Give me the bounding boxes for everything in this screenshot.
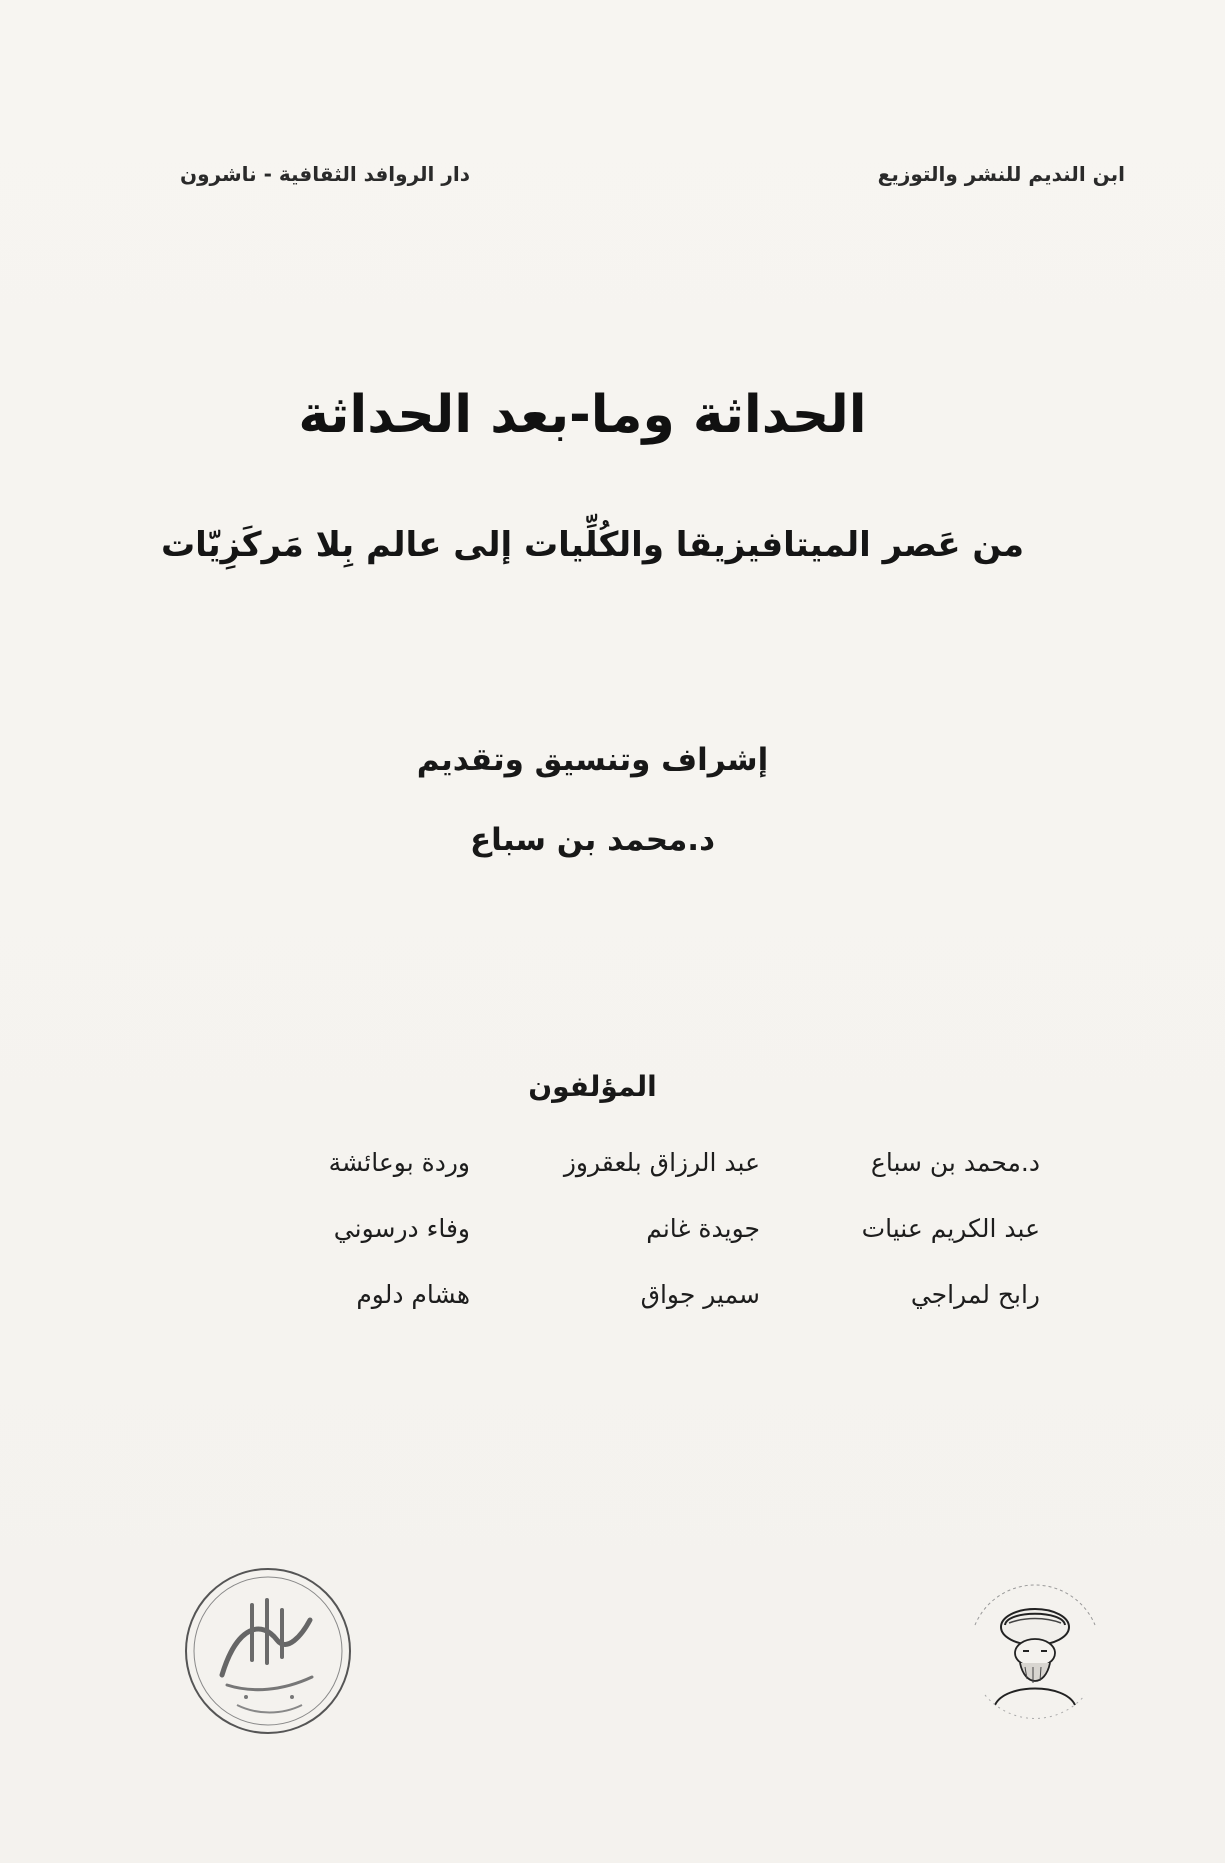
publisher-rawafid: دار الروافد الثقافية - ناشرون [180, 162, 470, 186]
author-name: وفاء درسوني [333, 1214, 470, 1243]
authors-heading: المؤلفون [528, 1070, 657, 1103]
book-title: الحداثة وما-بعد الحداثة [298, 385, 867, 445]
book-subtitle: من عَصر الميتافيزيقا والكُلِّيات إلى عالم بِلا مَركَزِيّات [160, 525, 1025, 565]
supervision-label: إشراف وتنسيق وتقديم [416, 742, 769, 778]
authors-row [300, 1214, 1040, 1280]
author-name: هشام دلوم [356, 1280, 470, 1309]
author-name: سمير جواق [640, 1280, 760, 1309]
author-name: عبد الرزاق بلعقروز [563, 1148, 760, 1177]
author-name: جويدة غانم [646, 1214, 760, 1243]
ibn-nadim-logo [945, 1555, 1125, 1735]
author-name: وردة بوعائشة [328, 1148, 470, 1177]
author-name: رابح لمراجي [910, 1280, 1040, 1309]
publishers-line [180, 162, 1125, 202]
rawafid-logo [182, 1565, 354, 1737]
authors-row [300, 1148, 1040, 1214]
author-name: عبد الكريم عنيات [861, 1214, 1040, 1243]
authors-row [300, 1280, 1040, 1346]
author-name: د.محمد بن سباع [870, 1148, 1040, 1177]
authors-list [300, 1148, 1040, 1346]
publisher-ibn-nadim: ابن النديم للنشر والتوزيع [877, 162, 1125, 186]
editor-name: د.محمد بن سباع [470, 822, 715, 858]
